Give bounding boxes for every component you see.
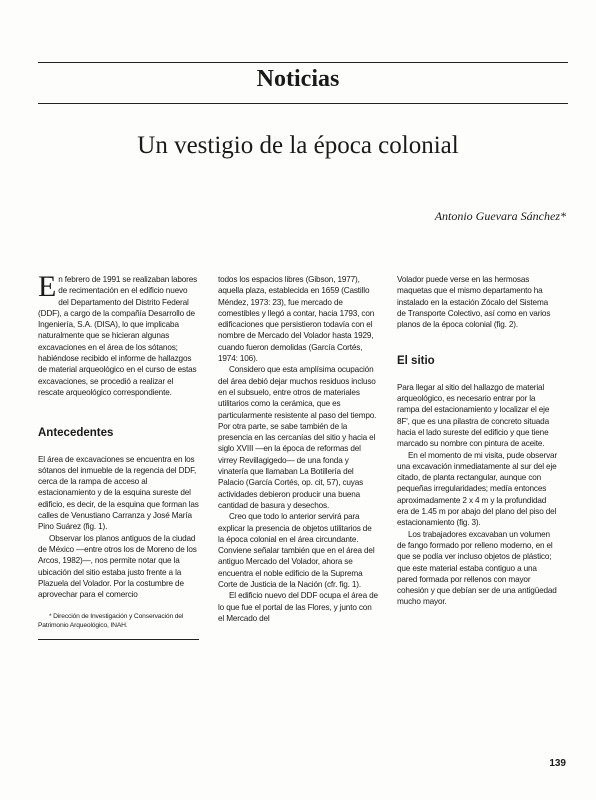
author-name: Antonio Guevara Sánchez* [434, 209, 566, 223]
body-paragraph: Observar los planos antiguos de la ciudad de México —entre otros los de Moreno de los Arcos, 1982)—, nos permite notar que la ubicación del sitio estaba justo frente a la Plazuela del Volador. Por la costumbre de aprovechar para el comercio [38, 533, 197, 600]
article-title: Un vestigio de la época colonial [137, 132, 459, 159]
body-paragraph: Para llegar al sitio del hallazgo de material arqueológico, es necesario entrar por la rampa del estacionamiento y localizar el eje 8F', que es una pilastra de concreto situada hacia el lado sureste del edificio y que tiene marcado su nombre con pintura de aceite. [397, 382, 550, 449]
body-paragraph: El edificio nuevo del DDF ocupa el área de lo que fue el portal de las Flores, y junto con el Mercado del [218, 591, 378, 623]
intro-text: n febrero de 1991 se realizaban labores de recimentación en el edificio nuevo del Departamento del Distrito Federal (DDF), a cargo de la compañía Desarrollo de Ingeniería, S.A. (DISA), lo que implicaba naturalmente que se hicieran algunas excavaciones en el área de los sótanos; habiéndose recibido el informe de hallazgos de material arqueológico en el curso de estas excavaciones, se procedió a realizar el rescate arqueológico correspondiente. [38, 275, 198, 397]
body-paragraph: En el momento de mi visita, pude observar una excavación inmediatamente al sur del eje citado, de planta rectangular, aunque con pequeñas irregularidades; medía entonces aproximadamente 2 x 4 m y la profundidad era de 1.45 m por abajo del plano del piso del estacionamiento (fig. 3). [397, 450, 558, 528]
drop-cap: E [38, 270, 57, 303]
footnote-rule [38, 639, 199, 640]
heading-antecedentes: Antecedentes [38, 427, 114, 440]
page-number: 139 [549, 758, 566, 769]
column-2 [218, 274, 379, 624]
body-paragraph: Los trabajadores excavaban un volumen de fango formado por relleno moderno, en el que se podía ver incluso objetos de plástico; que este material estaba contiguo a una pared formada por rellenos con mayor cohesión y que debían ser de una antigüedad mucho mayor. [397, 529, 557, 607]
body-paragraph: El área de excavaciones se encuentra en los sótanos del inmueble de la regencia del DDF, cerca de la rampa de acceso al estacionamiento y de la esquina sureste del edificio, es decir, de la esquina que forman las calles de Venustiano Carranza y José María Pino Suárez (fig. 1). [38, 454, 199, 532]
header-rule-top [38, 62, 568, 63]
header-rule-bottom [38, 103, 568, 104]
intro-paragraph [38, 270, 199, 398]
body-paragraph: Creo que todo lo anterior servirá para explicar la presencia de objetos utilitarios de la época colonial en el área circundante. Conviene señalar también que en el área del antiguo Mercado del Volador, ahora se encuentra el noble edificio de la Suprema Corte de Justicia de la Nación (cfr. fig. 1). [218, 512, 375, 590]
column-1 [38, 270, 199, 640]
heading-el-sitio: El sitio [397, 355, 435, 368]
body-paragraph: Considero que esta amplísima ocupación del área debió dejar muchos residuos incluso en el subsuelo, entre otros de materiales utilitarios como la cerámica, que es particularmente resistente al paso del tiempo. Por otra parte, se sabe también de la presencia en las cercanías del sitio y hacia el siglo XVIII —en la época de reformas del virrey Revillagigedo— de una fonda y vinatería que llamaban La Botillería del Palacio (García Cortés, op. cit, 57), cuyas actividades debieron producir una buena cantidad de basura y desechos. [218, 365, 377, 510]
body-paragraph: todos los espacios libres (Gibson, 1977), aquella plaza, establecida en 1659 (Castillo Méndez, 1973: 23), fue mercado de comestibles y llegó a contar, hacia 1793, con edificaciones que persistieron todavía con el nombre de Mercado del Volador hasta 1929, cuando fueron demolidas (García Cortés, 1974: 106). [218, 275, 375, 364]
column-3 [397, 274, 558, 608]
section-title: Noticias [256, 66, 340, 92]
footnote: * Dirección de Investigación y Conservación del Patrimonio Arqueológico, INAH. [38, 613, 184, 630]
body-paragraph: Volador puede verse en las hermosas maquetas que el mismo departamento ha instalado en la estación Zócalo del Sistema de Transporte Colectivo, así como en varios planos de la época colonial (fig. 2). [397, 275, 551, 330]
